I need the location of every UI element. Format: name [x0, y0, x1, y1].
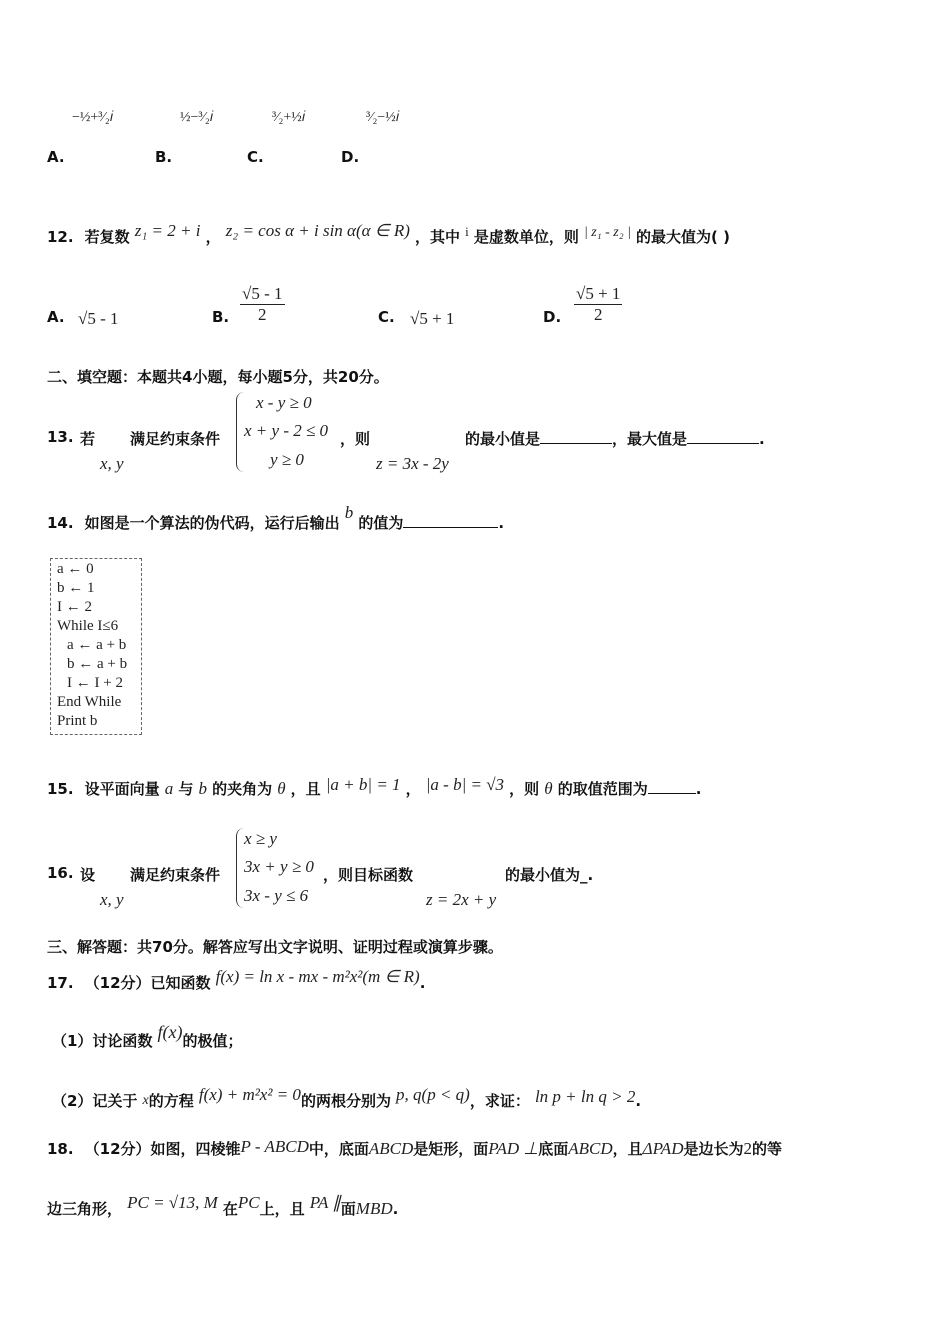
q17-p2-roots: p, q(p < q)	[396, 1085, 470, 1104]
q15-blank[interactable]	[648, 779, 696, 794]
q12-option-c-label: C.	[378, 308, 395, 326]
q17-p1-f: f(x)	[157, 1022, 183, 1042]
q18-pyramid: P - ABCD	[240, 1137, 309, 1156]
q14-text-b: 的值为	[358, 514, 404, 532]
q15-text-a: 设平面向量	[84, 780, 160, 798]
q13-constraint-3: y ≥ 0	[270, 450, 304, 469]
q12-option-d-label: D.	[543, 308, 562, 326]
q12-option-a-label: A.	[47, 308, 65, 326]
q17-p2-text-b: 的方程	[148, 1092, 194, 1110]
q12-text-d: 的最大值为( )	[636, 228, 730, 246]
q13-constraint-1: x - y ≥ 0	[256, 393, 312, 412]
q13-blank-max[interactable]	[687, 429, 759, 444]
q17-p2-x: x	[142, 1093, 149, 1108]
q12-z2: z₂ = cos α + i sin α(α ∈ R)	[225, 221, 410, 240]
q11-option-b-label: B.	[155, 148, 173, 166]
q15-stem: 15. 设平面向量 a 与 b 的夹角为 θ ，且 |a + b| = 1 ， |a - b| = √3 ，则 θ 的取值范围为 .	[47, 775, 702, 798]
q15-vector-a: a	[164, 779, 174, 798]
q17-p2-equation: f(x) + m²x² = 0	[198, 1085, 301, 1104]
q13-text-d: 的最小值是 ，最大值是 .	[465, 430, 765, 448]
q13-objective: z = 3x - 2y	[376, 454, 449, 473]
q11-option-a-expr: −½+³⁄₂𝑖	[72, 110, 114, 125]
q18-number: 18.	[47, 1140, 74, 1158]
q12-number: 12.	[47, 228, 74, 246]
code-line: Print b	[57, 713, 98, 729]
q12-option-b-frac	[240, 284, 285, 325]
q18-pc: PC = √13, M	[127, 1193, 218, 1212]
q16-objective: z = 2x + y	[426, 890, 497, 909]
q14-number: 14.	[47, 514, 74, 532]
q16-text-c: ，则目标函数	[323, 866, 414, 884]
q14-stem: 14. 如图是一个算法的伪代码，运行后输出 b 的值为 .	[47, 503, 505, 532]
q12-text-c: 是虚数单位，则	[473, 228, 579, 246]
q16-text-d: 的最小值为_.	[505, 866, 594, 884]
code-line: While I≤6	[57, 618, 119, 634]
q12-option-c-expr: √5 + 1	[410, 309, 455, 328]
q18-line-2: 边三角形， PC = √13, M 在PC上，且 PA ∥面MBD.	[47, 1193, 399, 1218]
q15-text-c: 的夹角为	[212, 780, 273, 798]
q14-pseudocode-box	[50, 558, 142, 735]
q17-part-1	[52, 1022, 243, 1051]
q12-i: i	[465, 224, 469, 239]
q16-vars: x, y	[100, 890, 124, 909]
q11-option-d-expr: ³⁄₂−½𝑖	[366, 110, 400, 125]
q15-text-b: 与	[178, 780, 194, 798]
q16-text-a: 设	[80, 866, 96, 884]
q18-side-length: 2	[743, 1139, 752, 1158]
q12-stem: 12. 若复数 z₁ = 2 + i ， z₂ = cos α + i sin α(α ∈ R) ，其中 $^i$ 是虚数单位，则 | z₁ - z₂ | 的最大值为( )	[47, 221, 730, 246]
q11-option-c-label: C.	[247, 148, 264, 166]
q12-option-a-expr: √5 - 1	[78, 309, 119, 328]
q12-option-d-num: √5 + 1	[576, 284, 621, 303]
q14-var: b	[344, 503, 354, 522]
q18-face: PAD ⊥	[488, 1139, 539, 1158]
q18-triangle: ΔPAD	[642, 1139, 684, 1158]
q15-theta-2: θ	[544, 779, 553, 798]
q14-text-a: 如图是一个算法的伪代码，运行后输出	[84, 514, 340, 532]
q17-number: 17.	[47, 974, 74, 992]
q17-p1-text-b: 的极值；	[182, 1032, 243, 1050]
q11-option-c-expr: ³⁄₂+½𝑖	[272, 110, 306, 125]
q18-pa: PA ∥	[309, 1193, 341, 1212]
q15-text-e: ，则	[509, 780, 540, 798]
q17-text-a: （12分）已知函数	[84, 974, 211, 992]
q17-p2-text-d: ，求证：	[469, 1092, 530, 1110]
q16-number: 16.	[47, 864, 74, 882]
code-line: End While	[57, 694, 122, 710]
q12-option-b-label: B.	[212, 308, 230, 326]
code-line: b ← a + b	[67, 656, 128, 672]
q18-base: ABCD	[368, 1139, 414, 1158]
q14-blank[interactable]	[403, 513, 498, 528]
q13-text-c: ，则	[340, 430, 371, 448]
q16-text-b: 满足约束条件	[130, 866, 221, 884]
q13-vars: x, y	[100, 454, 124, 473]
q17-stem: 17. （12分）已知函数 f(x) = ln x - mx - m²x²(m ∈ R).	[47, 967, 426, 992]
q15-theta: θ	[277, 779, 286, 798]
q12-text-a: 若复数	[84, 228, 130, 246]
q13-number: 13.	[47, 428, 74, 446]
q16-constraint-3: 3x - y ≤ 6	[244, 886, 309, 905]
q18-mbd: MBD	[355, 1199, 393, 1218]
q18-line-1: 18. （12分）如图，四棱锥P - ABCD中，底面ABCD是矩形，面PAD ⊥底面ABCD，且ΔPAD是边长为2的等	[47, 1137, 783, 1158]
q12-z1: z₁ = 2 + i	[134, 221, 201, 240]
q12-option-d-den: 2	[593, 305, 603, 324]
q12-option-b-den: 2	[258, 305, 267, 324]
code-line: a ← 0	[57, 561, 94, 577]
q13-text-b: 满足约束条件	[130, 430, 221, 448]
q15-text-d: ，且	[290, 780, 321, 798]
q13-constraint-2: x + y - 2 ≤ 0	[244, 421, 329, 440]
q18-pc-2: PC	[237, 1193, 260, 1212]
q15-number: 15.	[47, 780, 74, 798]
code-line: I ← 2	[57, 599, 92, 615]
q17-function: f(x) = ln x - mx - m²x²(m ∈ R)	[215, 967, 420, 986]
q18-text-a: （12分）如图，四棱锥	[84, 1140, 241, 1158]
q16-constraint-2: 3x + y ≥ 0	[244, 857, 314, 876]
code-line: b ← 1	[57, 580, 95, 596]
section-2-heading: 二、填空题：本题共4小题，每小题5分，共20分。	[47, 368, 389, 386]
q12-text-b: ，其中	[415, 228, 461, 246]
q17-p2-text-a: （2）记关于	[52, 1092, 138, 1110]
q15-eq-2: |a - b| = √3	[425, 775, 505, 794]
q12-option-b-num: √5 - 1	[242, 284, 283, 303]
q15-text-f: 的取值范围为	[557, 780, 648, 798]
q12-abs: | z₁ - z₂ |	[583, 225, 631, 240]
q17-p1-text-a: （1）讨论函数	[52, 1032, 153, 1050]
q17-p2-inequality: ln p + ln q > 2	[534, 1087, 636, 1106]
q11-option-d-label: D.	[341, 148, 360, 166]
q16-constraint-1: x ≥ y	[244, 829, 277, 848]
q12-option-d-frac	[574, 284, 622, 325]
q11-option-b-expr: ½−³⁄₂𝑖	[180, 110, 214, 125]
q11-option-a-label: A.	[47, 148, 65, 166]
q17-p2-text-c: 的两根分别为	[300, 1092, 391, 1110]
code-line: I ← I + 2	[67, 675, 123, 691]
q13-blank-min[interactable]	[540, 429, 612, 444]
q13-text-a: 若	[80, 430, 96, 448]
q15-vector-b: b	[198, 779, 207, 798]
code-line: a ← a + b	[67, 637, 127, 653]
section-3-heading: 三、解答题：共70分。解答应写出文字说明、证明过程或演算步骤。	[47, 938, 503, 956]
q18-base-2: ABCD	[568, 1139, 613, 1158]
q15-eq-1: |a + b| = 1	[325, 775, 401, 794]
q17-part-2: （2）记关于 x的方程 f(x) + m²x² = 0的两根分别为 p, q(p < q)，求证： ln p + ln q > 2.	[52, 1085, 642, 1110]
